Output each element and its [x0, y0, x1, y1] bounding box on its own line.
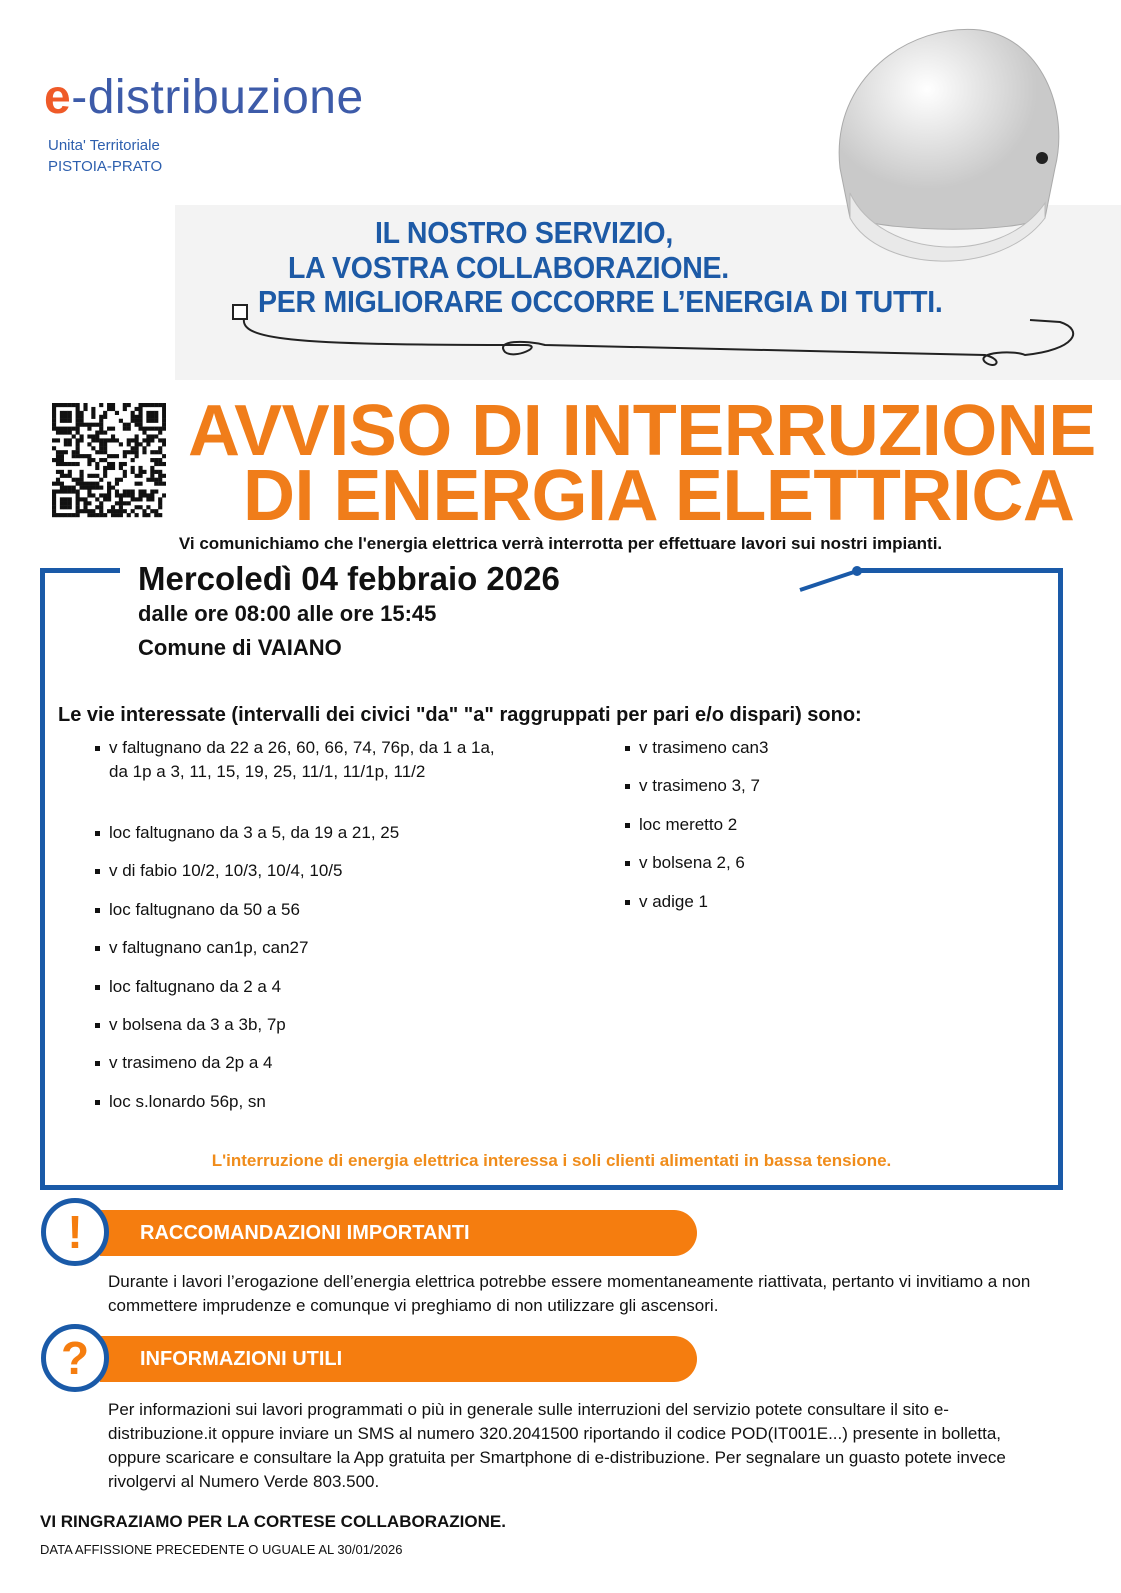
street-item: v di fabio 10/2, 10/3, 10/4, 10/5 — [95, 859, 342, 883]
street-item: loc faltugnano da 50 a 56 — [95, 898, 300, 922]
street-item: v trasimeno can3 — [625, 736, 768, 760]
interruption-date: Mercoledì 04 febbraio 2026 — [138, 560, 560, 597]
street-item: v bolsena da 3 a 3b, 7p — [95, 1013, 286, 1037]
interruption-hours: dalle ore 08:00 alle ore 15:45 — [138, 601, 437, 626]
street-item: v bolsena 2, 6 — [625, 851, 745, 875]
recommendations-header: RACCOMANDAZIONI IMPORTANTI — [100, 1210, 697, 1256]
slogan-line-1: IL NOSTRO SERVIZIO, — [375, 215, 673, 250]
subtitle: Vi comunichiamo che l'energia elettrica verrà interrotta per effettuare lavori sui nostri impianti. — [178, 534, 943, 553]
slogan-line-2: LA VOSTRA COLLABORAZIONE. — [288, 250, 729, 285]
exclamation-icon: ! — [41, 1198, 109, 1266]
box-top-border — [858, 568, 1063, 573]
box-top-border — [40, 568, 120, 573]
low-voltage-note: L'interruzione di energia elettrica interessa i soli clienti alimentati in bassa tensione. — [211, 1151, 892, 1170]
qr-code[interactable] — [52, 403, 166, 518]
question-icon: ? — [41, 1324, 109, 1392]
helmet-icon — [820, 18, 1070, 278]
street-item: v faltugnano can1p, can27 — [95, 936, 308, 960]
box-accent-line — [795, 562, 865, 597]
title-line-2: DI ENERGIA ELETTRICA — [243, 456, 1075, 536]
street-item: loc meretto 2 — [625, 813, 737, 837]
posting-date: DATA AFFISSIONE PRECEDENTE O UGUALE AL 30/01/2026 — [40, 1542, 403, 1557]
power-cable-icon — [225, 300, 1085, 380]
unit-label: Unita' Territoriale — [48, 137, 160, 154]
info-text: Per informazioni sui lavori programmati o più in generale sulle interruzioni del servizio potete consultare il sito e-distribuzione.it oppure inviare un SMS al numero 320.2041500 riportando il codice POD(IT001E...) presente in bolletta, oppure scaricare e consultare la App gratuita per Smartphone di e-distribuzione. Per segnalare un guasto potete invece rivolgervi al Numero Verde 803.500. — [108, 1400, 1006, 1491]
streets-heading: Le vie interessate (intervalli dei civici "da" "a" raggruppati per pari e/o dispari) sono: — [58, 704, 862, 726]
street-item: loc faltugnano da 3 a 5, da 19 a 21, 25 — [95, 821, 399, 845]
logo-e: e — [44, 71, 72, 124]
recommendations-text: Durante i lavori l’erogazione dell’energia elettrica potrebbe essere momentaneamente riattivata, pertanto vi invitiamo a non commettere imprudenze e comunque vi preghiamo di non utilizzare gli ascensori. — [108, 1272, 1031, 1315]
title-line-1: AVVISO DI INTERRUZIONE — [188, 391, 1096, 471]
street-item: loc faltugnano da 2 a 4 — [95, 975, 281, 999]
info-header: INFORMAZIONI UTILI — [100, 1336, 697, 1382]
street-item: loc s.lonardo 56p, sn — [95, 1090, 266, 1114]
street-item: v trasimeno 3, 7 — [625, 774, 760, 798]
street-item: v trasimeno da 2p a 4 — [95, 1051, 272, 1075]
municipality: Comune di VAIANO — [138, 635, 342, 660]
e-distribuzione-logo — [44, 70, 364, 125]
logo-text: -distribuzione — [71, 71, 364, 124]
street-item: v adige 1 — [625, 890, 708, 914]
unit-name: PISTOIA-PRATO — [48, 158, 163, 175]
slogan-line-3: PER MIGLIORARE OCCORRE L’ENERGIA DI TUTTI. — [258, 284, 943, 319]
street-item: v faltugnano da 22 a 26, 60, 66, 74, 76p, da 1 a 1a, da 1p a 3, 11, 15, 19, 25, 11/1, 11/1p, 11/2 — [95, 736, 495, 784]
thanks-text: VI RINGRAZIAMO PER LA CORTESE COLLABORAZIONE. — [40, 1512, 506, 1531]
